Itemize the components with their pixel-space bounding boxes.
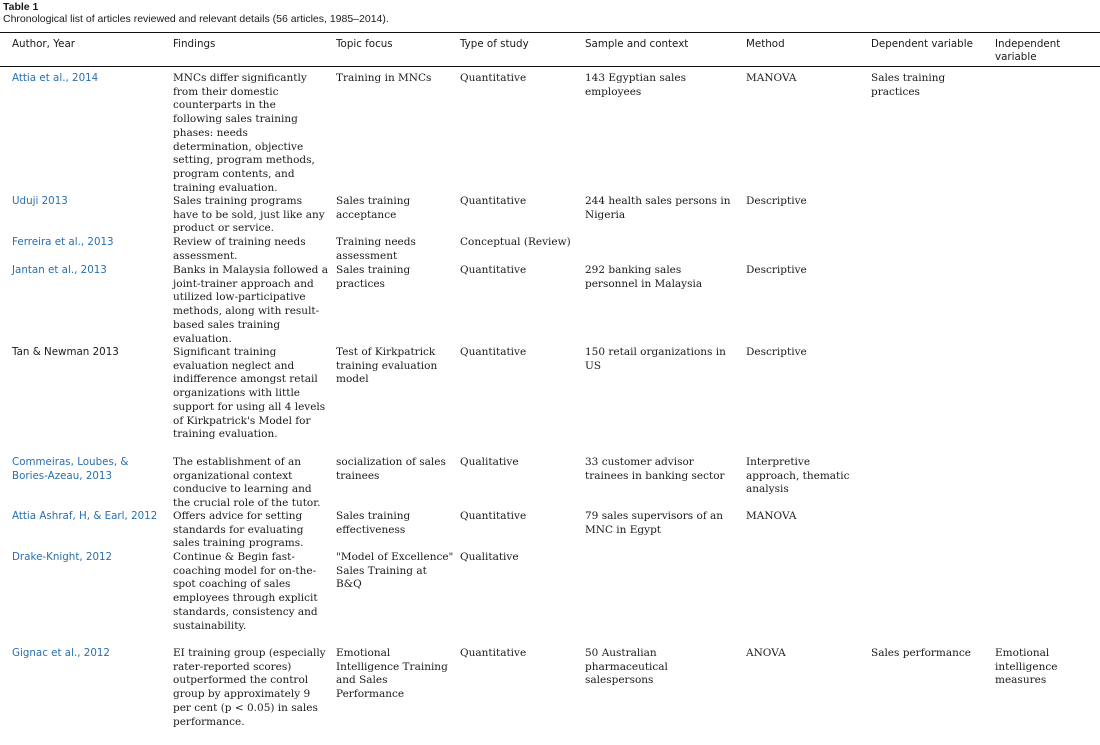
table-label: Table 1 [3,1,39,13]
header-method: Method [746,38,785,50]
method-cell: MANOVA [746,510,797,522]
type-cell: Quantitative [460,346,527,358]
topic-cell: Training in MNCs [336,72,432,84]
type-cell: Quantitative [460,195,527,207]
author-citation-link[interactable]: Drake-Knight, 2012 [12,551,113,563]
findings-cell: Banks in Malaysia followed a joint-trainer approach and utilized low-participative methods, along with result-based sales training evaluation. [173,264,328,345]
sample-cell: 50 Australian pharmaceutical salespersons [585,647,668,687]
findings-cell: EI training group (especially rater-reported scores) outperformed the control group by approximately 9 per cent (p < 0.05) in sales performance. [173,647,326,728]
findings-cell: Continue & Begin fast-coaching model for on-the-spot coaching of sales employees through explicit standards, consistency and sustainability. [173,551,318,632]
header-findings: Findings [173,38,216,50]
sample-cell: 79 sales supervisors of an MNC in Egypt [585,510,724,536]
type-cell: Quantitative [460,647,527,659]
method-cell: ANOVA [746,647,786,659]
type-cell: Qualitative [460,551,519,563]
method-cell: Descriptive [746,346,807,358]
method-cell: MANOVA [746,72,797,84]
header-sample-context: Sample and context [585,38,689,50]
type-cell: Conceptual (Review) [460,236,571,248]
author-citation-link[interactable]: Commeiras, Loubes, & Bories-Azeau, 2013 [12,456,129,482]
dependent-cell: Sales training practices [871,72,946,98]
findings-cell: Offers advice for setting standards for evaluating sales training programs. [173,510,304,550]
type-cell: Quantitative [460,264,527,276]
author-citation-link[interactable]: Ferreira et al., 2013 [12,236,114,248]
sample-cell: 33 customer advisor trainees in banking sector [585,456,725,482]
topic-cell: Emotional Intelligence Training and Sales Performance [336,647,448,701]
sample-cell: 244 health sales persons in Nigeria [585,195,731,221]
findings-cell: Significant training evaluation neglect and indifference amongst retail organizations with little support for using all 4 levels of Kirkpatrick's Model for training evaluation. [173,346,326,441]
sample-cell: 143 Egyptian sales employees [585,72,686,98]
topic-cell: Sales training acceptance [336,195,411,221]
findings-cell: The establishment of an organizational context conducive to learning and the crucial role of the tutor. [173,456,321,510]
header-topic-focus: Topic focus [336,38,393,50]
author-citation-link[interactable]: Attia Ashraf, H, & Earl, 2012 [12,510,158,522]
topic-cell: Test of Kirkpatrick training evaluation model [336,346,438,386]
method-cell: Descriptive [746,195,807,207]
topic-cell: Sales training effectiveness [336,510,411,536]
dependent-cell: Sales performance [871,647,972,659]
header-rule [0,66,1100,67]
topic-cell: Training needs assessment [336,236,416,262]
method-cell: Interpretive approach, thematic analysis [746,456,850,496]
findings-cell: MNCs differ significantly from their domestic counterparts in the following sales training phases: needs determination, objective setting, program methods, program contents, and training evaluation. [173,72,315,194]
findings-cell: Sales training programs have to be sold, just like any product or service. [173,195,325,235]
sample-cell: 150 retail organizations in US [585,346,726,372]
header-independent-variable: Independent variable [995,38,1061,64]
header-dependent-variable: Dependent variable [871,38,973,50]
type-cell: Quantitative [460,510,527,522]
topic-cell: socialization of sales trainees [336,456,446,482]
sample-cell: 292 banking sales personnel in Malaysia [585,264,703,290]
type-cell: Quantitative [460,72,527,84]
header-type-of-study: Type of study [460,38,529,50]
topic-cell: "Model of Excellence" Sales Training at B&Q [336,551,454,591]
header-author-year: Author, Year [12,38,76,50]
top-rule [0,32,1100,33]
table-caption: Chronological list of articles reviewed and relevant details (56 articles, 1985–2014). [3,13,389,25]
author-citation-link[interactable]: Gignac et al., 2012 [12,647,110,659]
independent-cell: Emotional intelligence measures [995,647,1058,687]
topic-cell: Sales training practices [336,264,411,290]
method-cell: Descriptive [746,264,807,276]
author-citation-link[interactable]: Jantan et al., 2013 [12,264,107,276]
author-cell: Tan & Newman 2013 [12,346,119,358]
author-citation-link[interactable]: Attia et al., 2014 [12,72,99,84]
findings-cell: Review of training needs assessment. [173,236,306,262]
type-cell: Qualitative [460,456,519,468]
author-citation-link[interactable]: Uduji 2013 [12,195,68,207]
